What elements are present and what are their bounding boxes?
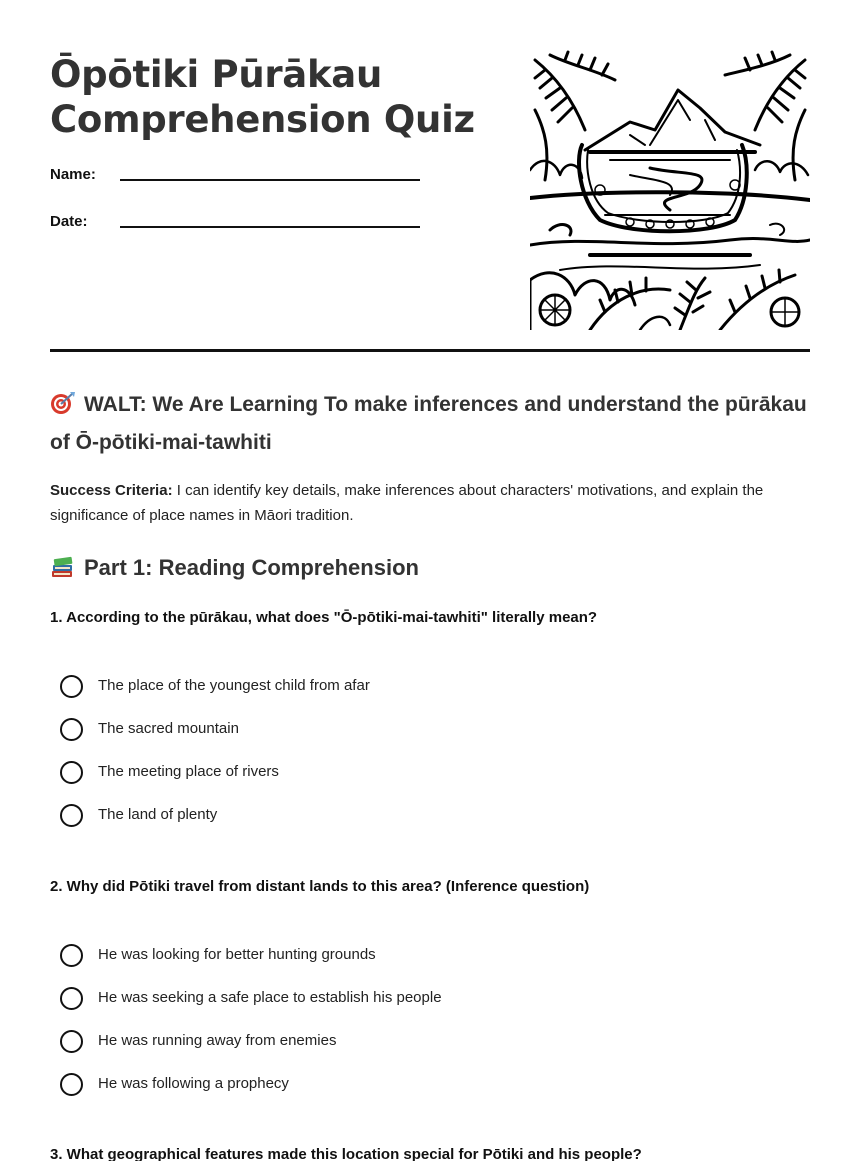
radio-button[interactable] bbox=[60, 675, 83, 698]
radio-button[interactable] bbox=[60, 1073, 83, 1096]
quiz-header bbox=[50, 0, 810, 352]
books-icon bbox=[50, 555, 76, 579]
option-label: He was running away from enemies bbox=[98, 1032, 337, 1049]
option-label: He was looking for better hunting grounds bbox=[98, 946, 376, 963]
title-line-1: Ōpōtiki Pūrākau bbox=[50, 53, 382, 96]
radio-button[interactable] bbox=[60, 944, 83, 967]
option[interactable] bbox=[60, 804, 660, 847]
header-divider bbox=[50, 349, 810, 352]
part-1-title: Part 1: Reading Comprehension bbox=[84, 555, 419, 580]
date-input-line[interactable] bbox=[120, 226, 420, 228]
name-field[interactable] bbox=[50, 166, 420, 196]
date-field[interactable] bbox=[50, 213, 420, 243]
radio-button[interactable] bbox=[60, 761, 83, 784]
part-1-heading bbox=[50, 552, 419, 584]
option-label: The sacred mountain bbox=[98, 720, 239, 737]
option[interactable] bbox=[60, 675, 660, 718]
quiz-page bbox=[50, 0, 810, 1161]
option[interactable] bbox=[60, 718, 660, 761]
option-label: He was following a prophecy bbox=[98, 1075, 289, 1092]
date-label: Date: bbox=[50, 213, 88, 230]
option-label: The meeting place of rivers bbox=[98, 763, 279, 780]
radio-button[interactable] bbox=[60, 804, 83, 827]
radio-button[interactable] bbox=[60, 718, 83, 741]
name-input-line[interactable] bbox=[120, 179, 420, 181]
question-1: 1. According to the pūrākau, what does "Ō-pōtiki-mai-tawhiti" literally mean? bbox=[50, 609, 598, 626]
radio-button[interactable] bbox=[60, 987, 83, 1010]
title-line-2: Comprehension Quiz bbox=[50, 98, 475, 141]
question-1-options bbox=[60, 675, 660, 847]
question-3: 3. What geographical features made this location special for Pōtiki and his people? bbox=[50, 1146, 642, 1161]
walt-text: WALT: We Are Learning To make inferences and understand the pūrākau of Ō-pōtiki-mai-tawhiti bbox=[50, 393, 807, 454]
target-icon bbox=[50, 390, 76, 414]
question-2: 2. Why did Pōtiki travel from distant lands to this area? (Inference question) bbox=[50, 878, 590, 895]
success-criteria-label: Success Criteria: bbox=[50, 482, 173, 499]
option-label: The place of the youngest child from afar bbox=[98, 677, 370, 694]
option[interactable] bbox=[60, 944, 660, 987]
page-title bbox=[50, 52, 475, 142]
waka-illustration bbox=[530, 50, 810, 330]
name-label: Name: bbox=[50, 166, 96, 183]
radio-button[interactable] bbox=[60, 1030, 83, 1053]
walt-heading bbox=[50, 386, 810, 462]
success-criteria bbox=[50, 478, 810, 528]
option[interactable] bbox=[60, 761, 660, 804]
option[interactable] bbox=[60, 987, 660, 1030]
option[interactable] bbox=[60, 1030, 660, 1073]
question-2-options bbox=[60, 944, 660, 1116]
option-label: The land of plenty bbox=[98, 806, 218, 823]
success-criteria-text: I can identify key details, make inferences about characters' motivations, and explain the significance of place names in Māori tradition. bbox=[50, 482, 764, 524]
option[interactable] bbox=[60, 1073, 660, 1116]
option-label: He was seeking a safe place to establish his people bbox=[98, 989, 442, 1006]
